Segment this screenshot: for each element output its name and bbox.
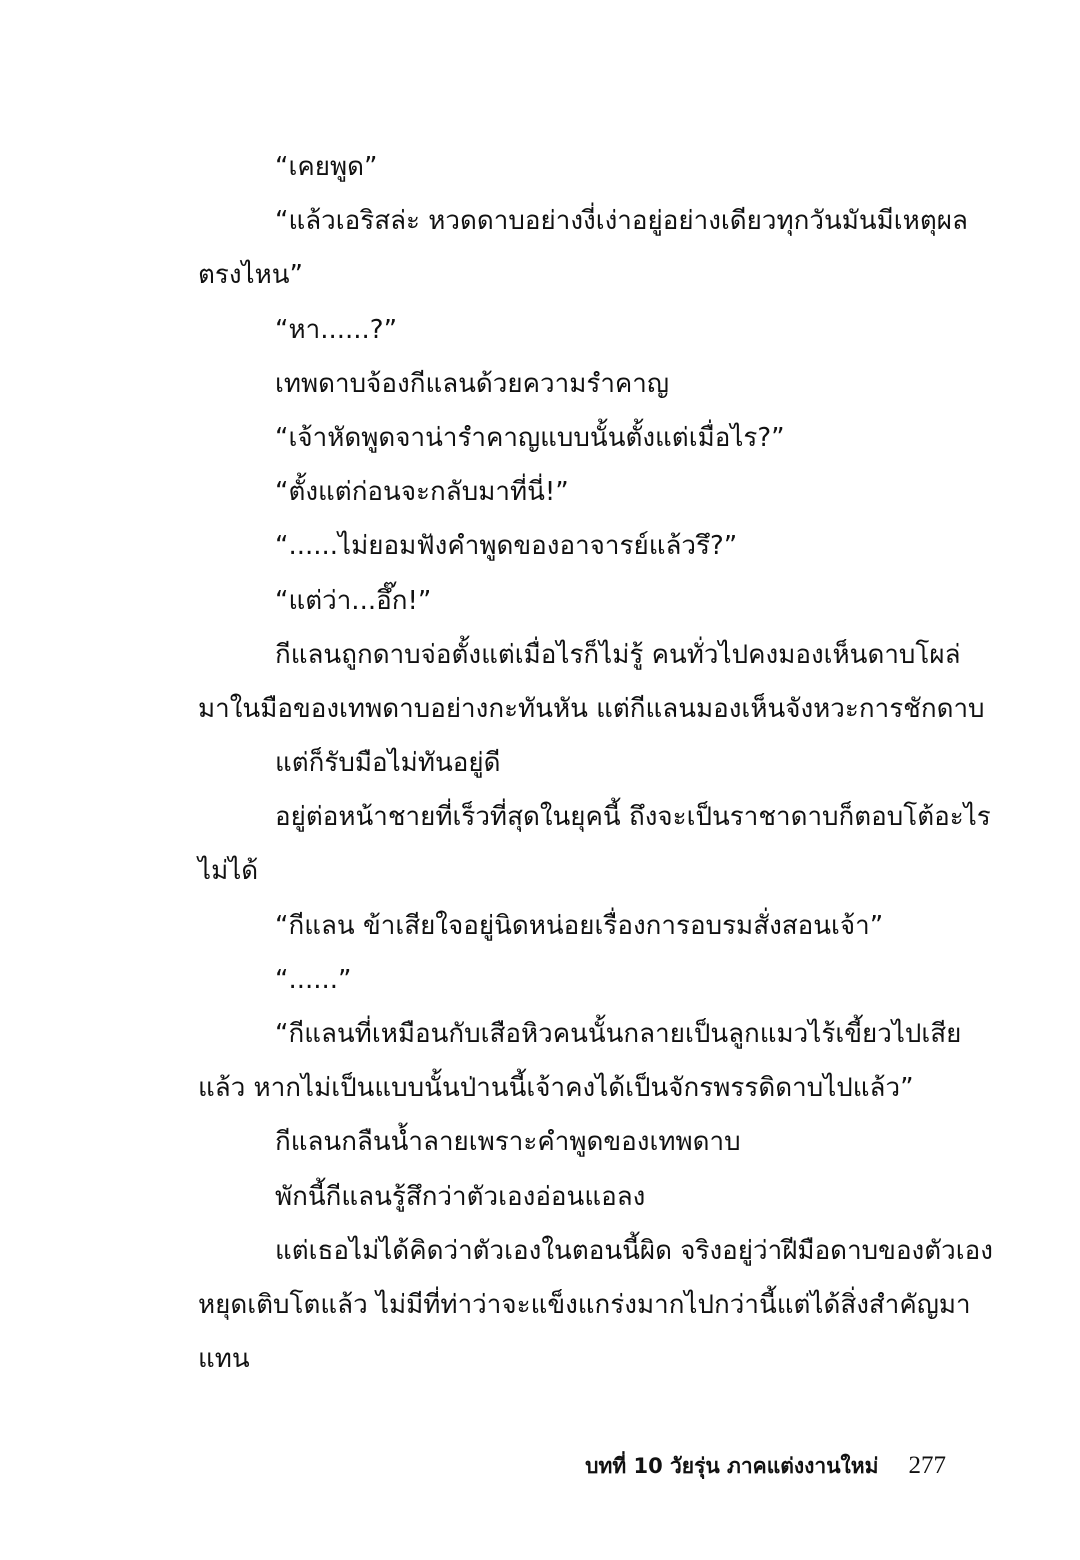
text-body bbox=[198, 140, 993, 1386]
text-line: “เคยพูด” bbox=[275, 152, 378, 182]
text-line: กีแลนถูกดาบจ่อตั้งแต่เมื่อไรก็ไม่รู้ คนทั่วไปคงมองเห็นดาบโผล่ bbox=[275, 639, 961, 670]
text-line: พักนี้กีแลนรู้สึกว่าตัวเองอ่อนแอลง bbox=[275, 1181, 646, 1212]
text-line: อยู่ต่อหน้าชายที่เร็วที่สุดในยุคนี้ ถึงจะเป็นราชาดาบก็ตอบโต้อะไร bbox=[275, 802, 991, 833]
text-line: กีแลนกลืนน้ำลายเพราะคำพูดของเทพดาบ bbox=[275, 1127, 741, 1158]
text-line: “......” bbox=[275, 964, 352, 995]
text-line: “แล้วเอริสล่ะ หวดดาบอย่างงี่เง่าอยู่อย่างเดียวทุกวันมันมีเหตุผล bbox=[275, 206, 968, 237]
text-line: “ตั้งแต่ก่อนจะกลับมาที่นี่!” bbox=[275, 477, 569, 508]
text-line: ตรงไหน” bbox=[198, 260, 304, 291]
text-line: “แต่ว่า...อึ๊ก!” bbox=[275, 585, 432, 616]
text-line: หยุดเติบโตแล้ว ไม่มีที่ท่าว่าจะแข็งแกร่งมากไปกว่านี้แต่ได้สิ่งสำคัญมา bbox=[198, 1289, 971, 1320]
text-line: แต่เธอไม่ได้คิดว่าตัวเองในตอนนี้ผิด จริงอยู่ว่าฝีมือดาบของตัวเอง bbox=[275, 1235, 993, 1266]
page-number: 277 bbox=[908, 1452, 946, 1479]
text-line: “......ไม่ยอมฟังคำพูดของอาจารย์แล้วรึ?” bbox=[275, 531, 738, 562]
text-line: เทพดาบจ้องกีแลนด้วยความรำคาญ bbox=[275, 368, 670, 399]
text-line: “กีแลนที่เหมือนกับเสือหิวคนนั้นกลายเป็นลูกแมวไร้เขี้ยวไปเสีย bbox=[275, 1019, 962, 1049]
text-line: แทน bbox=[198, 1344, 250, 1375]
text-line: มาในมือของเทพดาบอย่างกะทันหัน แต่กีแลนมองเห็นจังหวะการชักดาบ bbox=[198, 693, 985, 724]
text-line: “เจ้าหัดพูดจาน่ารำคาญแบบนั้นตั้งแต่เมื่อไร?” bbox=[275, 422, 785, 453]
running-head: บทที่ 10 วัยรุ่น ภาคแต่งงานใหม่ bbox=[585, 1454, 879, 1478]
text-line: แล้ว หากไม่เป็นแบบนั้นป่านนี้เจ้าคงได้เป็นจักรพรรดิดาบไปแล้ว” bbox=[198, 1073, 914, 1104]
text-line: ไม่ได้ bbox=[198, 856, 259, 887]
text-line: “หา......?” bbox=[275, 314, 398, 345]
text-line: “กีแลน ข้าเสียใจอยู่นิดหน่อยเรื่องการอบรมสั่งสอนเจ้า” bbox=[275, 910, 884, 941]
page-footer bbox=[560, 1446, 946, 1486]
text-line: แต่ก็รับมือไม่ทันอยู่ดี bbox=[275, 748, 501, 779]
